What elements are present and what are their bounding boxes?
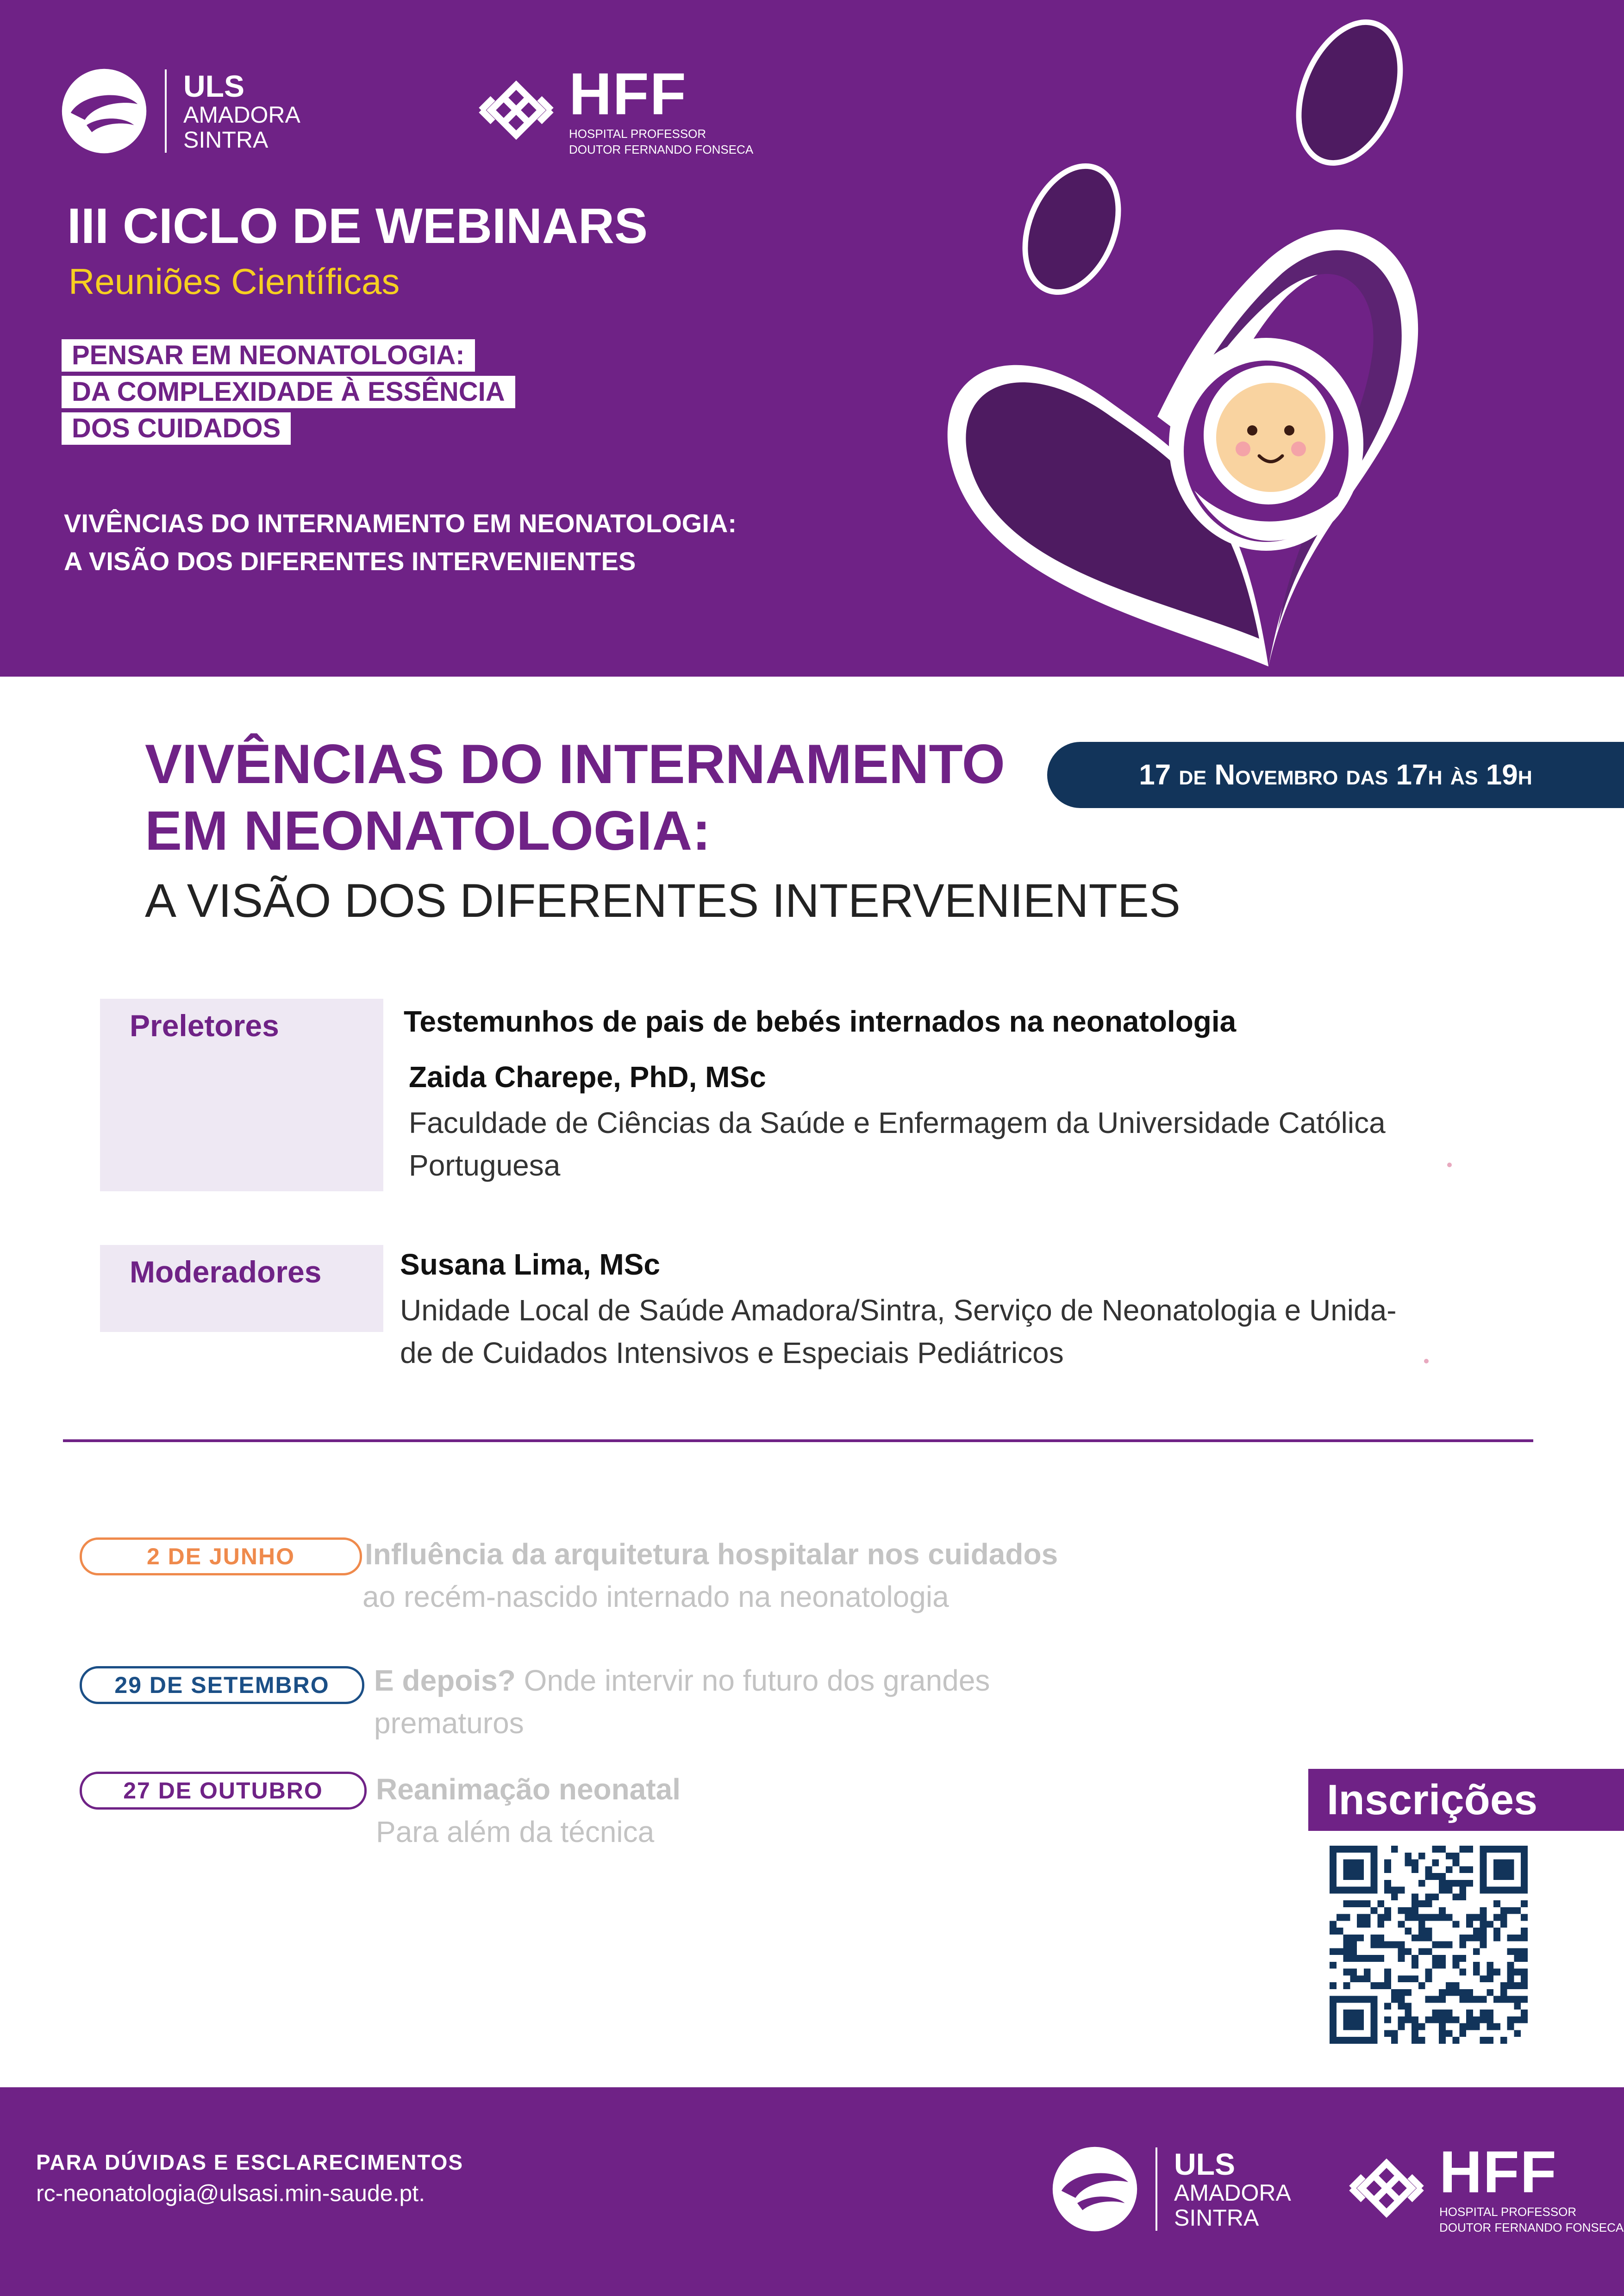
hff-logo-line2: DOUTOR FERNANDO FONSECA [569, 143, 754, 156]
highlight-line-2: DA COMPLEXIDADE À ESSÊNCIA [62, 376, 515, 408]
cycle-subtitle: Reuniões Científicas [69, 261, 400, 302]
header-session-line1: VIVÊNCIAS DO INTERNAMENTO EM NEONATOLOGIA: [64, 509, 737, 538]
uls-logo-line1: ULS [183, 69, 244, 103]
hff-knot-icon [475, 68, 558, 152]
moderator-name: Susana Lima, MSc [400, 1248, 660, 1281]
past-session-subtitle-2: prematuros [374, 1706, 524, 1740]
uls-logo-line3: SINTRA [183, 127, 269, 153]
footer-uls-line1: ULS [1174, 2147, 1235, 2181]
speaker-name: Zaida Charepe, PhD, MSc [409, 1060, 766, 1094]
past-session-subtitle-1: ao recém-nascido internado na neonatologia [362, 1580, 949, 1613]
past-session-date-1: 2 DE JUNHO [80, 1537, 362, 1575]
footer-hff-line2: DOUTOR FERNANDO FONSECA [1439, 2221, 1624, 2234]
registration-label: Inscrições [1308, 1769, 1624, 1831]
cycle-title: III CICLO DE WEBINARS [67, 198, 648, 254]
header-session-title [64, 504, 737, 580]
uls-logo [60, 67, 300, 155]
footer-hff-name: HFF [1439, 2139, 1557, 2205]
session-title-line2: EM NEONATOLOGIA: [145, 800, 711, 862]
past-session-title-1: Influência da arquitetura hospitalar nos cuidados [365, 1537, 1058, 1571]
hff-knot-icon [1345, 2147, 1428, 2230]
past-session-subtitle-3: Para além da técnica [376, 1815, 655, 1848]
past-session-title-3: Reanimação neonatal [376, 1773, 681, 1806]
session-subtitle: A VISÃO DOS DIFERENTES INTERVENIENTES [145, 874, 1181, 927]
moderators-label: Moderadores [130, 1255, 322, 1289]
moderator-affiliation [400, 1289, 1442, 1374]
session-title-line1: VIVÊNCIAS DO INTERNAMENTO [145, 733, 1005, 795]
contact-email-link[interactable]: rc-neonatologia@ulsasi.min-saude.pt. [36, 2180, 425, 2206]
section-divider [63, 1439, 1533, 1442]
uls-logo-icon [60, 67, 148, 155]
contact-title: PARA DÚVIDAS E ESCLARECIMENTOS [36, 2150, 464, 2174]
highlight-line-1: PENSAR EM NEONATOLOGIA: [62, 339, 475, 372]
session-date-badge: 17 de Novembro das 17h às 19h [1047, 742, 1624, 808]
past-session-title-2-bold: E depois? [374, 1664, 516, 1697]
footer-uls-line3: SINTRA [1174, 2205, 1259, 2231]
registration-qr-code[interactable] [1330, 1846, 1528, 2044]
speaker-affiliation: Faculdade de Ciências da Saúde e Enfermagem da Universidade Católica Portuguesa [409, 1106, 1386, 1182]
footer-hff-logo [1345, 2139, 1624, 2234]
moderators-label-box [100, 1245, 383, 1332]
speakers-label-box [100, 999, 383, 1191]
logo-separator [1156, 2147, 1157, 2231]
past-session-title-2-rest: Onde intervir no futuro dos grandes [524, 1664, 990, 1697]
hff-logo [475, 61, 754, 156]
past-session-title-2 [374, 1659, 990, 1702]
hff-logo-line1: HOSPITAL PROFESSOR [569, 127, 706, 141]
decorative-dot [1424, 1359, 1429, 1363]
speakers-label: Preletores [130, 1008, 279, 1043]
header-session-line2: A VISÃO DOS DIFERENTES INTERVENIENTES [64, 547, 636, 576]
talk-title: Testemunhos de pais de bebés internados na neonatologia [404, 1005, 1237, 1038]
past-session-date-3: 27 DE OUTUBRO [80, 1772, 367, 1810]
logo-separator [165, 69, 167, 153]
footer-uls-line2: AMADORA [1174, 2180, 1291, 2206]
highlight-line-3: DOS CUIDADOS [62, 412, 291, 445]
moderator-affiliation-line1: Unidade Local de Saúde Amadora/Sintra, Serviço de Neonatologia e Unida- [400, 1294, 1397, 1327]
footer-uls-logo [1051, 2145, 1291, 2233]
uls-logo-icon [1051, 2145, 1139, 2233]
past-session-date-2: 29 DE SETEMBRO [80, 1666, 364, 1704]
decorative-dot [1447, 1163, 1452, 1167]
hff-logo-name: HFF [569, 61, 687, 127]
parents-holding-baby-illustration [917, 0, 1624, 677]
uls-logo-line2: AMADORA [183, 102, 300, 128]
moderator-affiliation-line2: de de Cuidados Intensivos e Especiais Pediátricos [400, 1336, 1064, 1369]
footer-hff-line1: HOSPITAL PROFESSOR [1439, 2205, 1577, 2219]
